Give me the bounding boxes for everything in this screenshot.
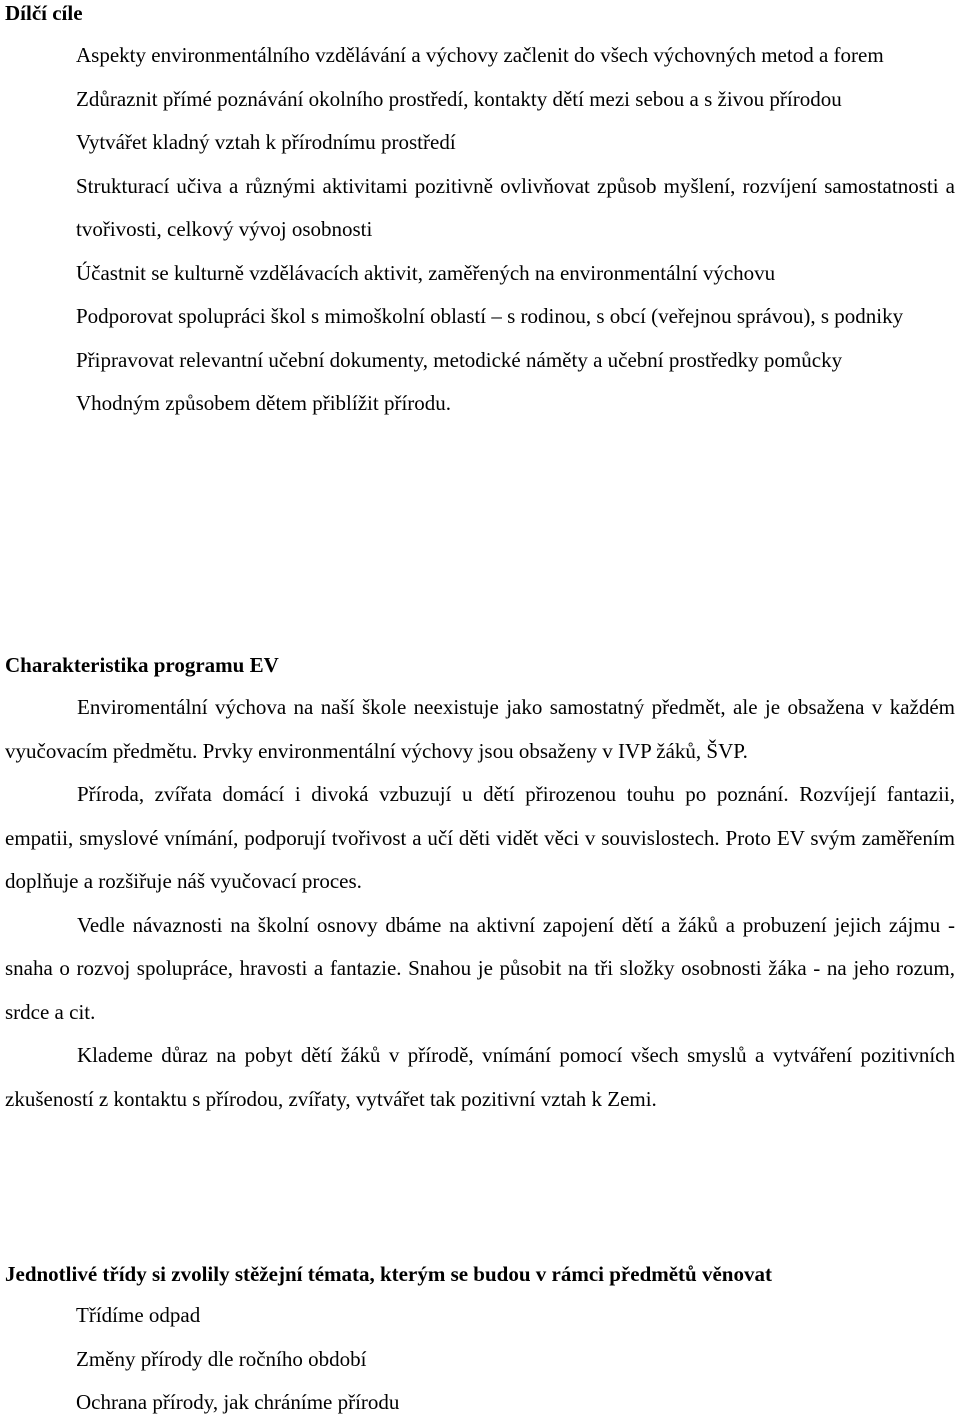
topic-item: Ochrana přírody, jak chráníme přírodu [76, 1390, 400, 1414]
characteristics-body [5, 686, 955, 1121]
goal-item: Připravovat relevantní učební dokumenty, metodické náměty a učební prostředky pomůcky [76, 347, 843, 372]
topic-item: Třídíme odpad [76, 1303, 201, 1327]
section-heading-goals: Dílčí cíle [5, 1, 83, 25]
topic-item: Změny přírody dle ročního období [76, 1346, 367, 1371]
paragraph: Vedle návaznosti na školní osnovy dbáme na aktivní zapojení dětí a žáků a probuzení jejich zájmu - snaha o rozvoj spolupráce, hravosti a fantazie. Snahou je působit na tři složky osobnosti žáka - na jeho rozum, srdce a cit. [5, 912, 955, 1024]
paragraph: Příroda, zvířata domácí i divoká vzbuzují u dětí přirozenou touhu po poznání. Rozvíjejí fantazii, empatii, smyslové vnímání, podporují tvořivost a učí děti vidět věci v souvislostech. Proto EV svým zaměřením doplňuje a rozšiřuje náš vyučovací proces. [5, 782, 955, 893]
goal-item: Vhodným způsobem dětem přiblížit přírodu. [76, 391, 452, 415]
goal-item: Strukturací učiva a různými aktivitami pozitivně ovlivňovat způsob myšlení, rozvíjení samostatnosti a tvořivosti, celkový vývoj osobnosti [76, 173, 955, 241]
goal-item: Účastnit se kulturně vzdělávacích aktivit, zaměřených na environmentální výchovu [76, 260, 776, 285]
goal-item: Aspekty environmentálního vzdělávání a výchovy začlenit do všech výchovných metod a forem [76, 43, 884, 67]
goal-item: Zdůraznit přímé poznávání okolního prostředí, kontakty dětí mezi sebou a s živou přírodou [76, 86, 842, 111]
section-heading-characteristics: Charakteristika programu EV [5, 653, 279, 677]
goals-list [5, 34, 955, 426]
section-heading-topics: Jednotlivé třídy si zvolily stěžejní témata, kterým se budou v rámci předmětů věnovat [5, 1262, 772, 1286]
paragraph: Enviromentální výchova na naší škole neexistuje jako samostatný předmět, ale je obsažena v každém vyučovacím předmětu. Prvky environmentální výchovy jsou obsaženy v IVP žáků, ŠVP. [5, 695, 955, 763]
goal-item: Podporovat spolupráci škol s mimoškolní oblastí – s rodinou, s obcí (veřejnou správou), s podniky [76, 304, 904, 328]
topics-list [5, 1294, 955, 1425]
goal-item: Vytvářet kladný vztah k přírodnímu prostředí [76, 130, 456, 154]
paragraph: Klademe důraz na pobyt dětí žáků v přírodě, vnímání pomocí všech smyslů a vytváření pozitivních zkušeností z kontaktu s přírodou, zvířaty, vytvářet tak pozitivní vztah k Zemi. [5, 1043, 955, 1111]
